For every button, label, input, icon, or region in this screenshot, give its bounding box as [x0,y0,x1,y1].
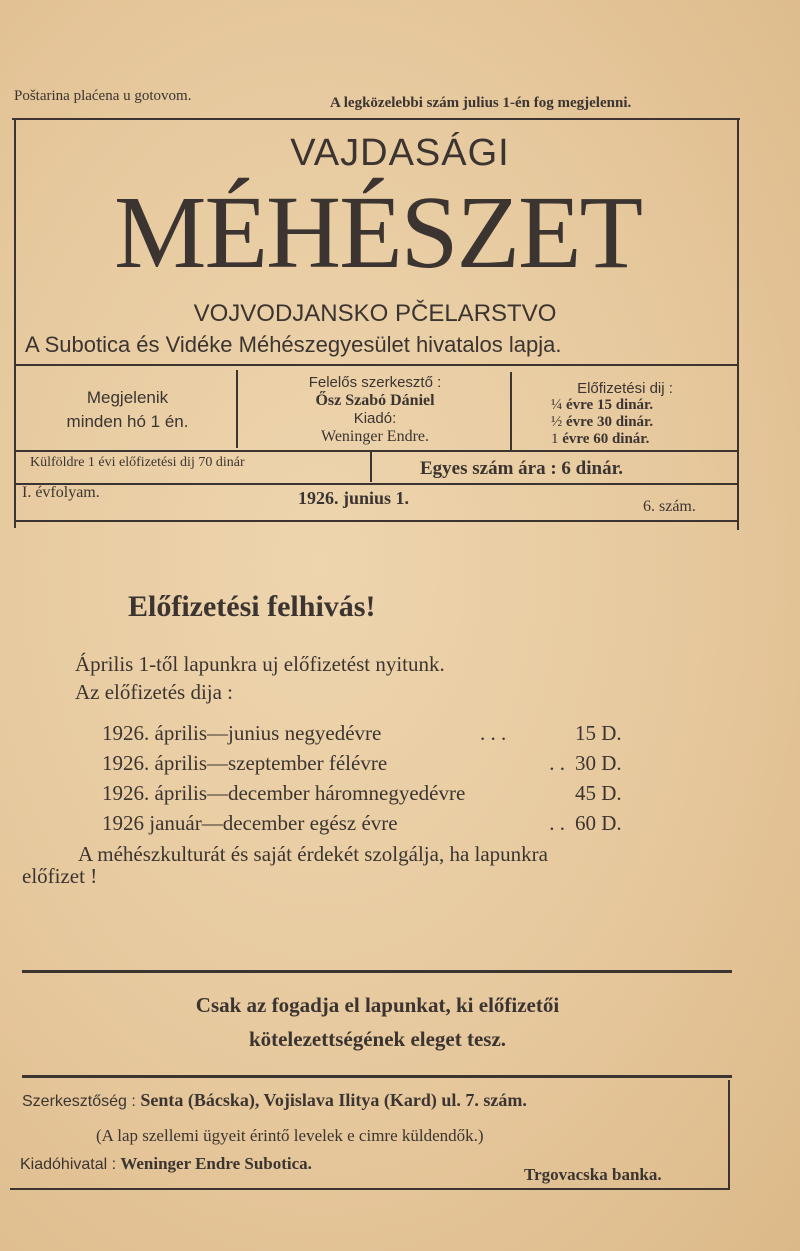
issue-volume: I. évfolyam. [22,484,100,501]
issue-number: 6. szám. [643,498,696,515]
editorial-note: (A lap szellemi ügyeit érintő levelek e cimre küldendők.) [96,1126,484,1145]
box-notice-line-1: Csak az fogadja el lapunkat, ki előfizetői [195,993,560,1017]
issue-rule [14,520,738,522]
publisher-name: Weninger Endre. [321,428,429,445]
publisher-label: Kiadó: [353,410,397,427]
footer-rule [10,1188,730,1190]
price-divider [370,452,372,482]
editor-name: Ősz Szabó Dániel [315,392,435,409]
issue-date: 1926. junius 1. [298,488,410,508]
masthead-title: MÉHÉSZET [113,175,642,290]
single-issue-price: Egyes szám ára : 6 dinár. [420,458,624,479]
footer-frame-right [728,1080,730,1190]
notice-closing-2: előfizet ! [22,864,98,888]
box-rule-top [22,970,732,973]
price-table [102,718,662,838]
box-notice [20,988,735,1056]
notice-intro-2: Az előfizetés dija : [75,680,234,704]
office-label: Kiadóhivatal : [20,1156,117,1173]
office-line [20,1154,312,1174]
price-quarter: ¼ évre 15 dinár. [551,397,654,413]
editor-label: Felelős szerkesztő : [308,374,442,391]
next-issue-note: A legközelebbi szám julius 1-én fog megjelenni. [330,95,632,111]
price-rule [14,483,738,485]
box-rule-bottom [22,1075,732,1078]
price-row: 1926. április—junius negyedévre . . . 15 D. [102,721,622,745]
price-year: 1 évre 60 dinár. [551,431,650,447]
masthead-rule [14,364,738,366]
editorial-label: Szerkesztőség : [22,1093,136,1110]
frequency-block [20,386,235,434]
price-row: 1926. április—december háromnegyedévre 45 D. [102,781,622,805]
masthead-kicker: VAJDASÁGI [290,132,510,174]
info-rule [14,450,738,452]
notice-heading: Előfizetési felhivás! [128,590,376,623]
bank-name: Trgovacska banka. [524,1165,662,1184]
frequency-line-1: Megjelenik [86,388,169,407]
prices-label: Előfizetési dij : [577,380,673,397]
masthead-subtitle: VOJVODJANSKO PČELARSTVO [193,300,557,327]
info-divider-2 [510,372,512,450]
price-row: 1926 január—december egész évre . . 60 D. [102,811,622,835]
abroad-price: Külföldre 1 évi előfizetési dij 70 dinár [30,455,245,470]
editor-block [240,374,510,446]
notice-intro-1: Április 1-től lapunkra uj előfizetést nyitunk. [75,652,445,676]
notice-closing-1: A méhészkulturát és saját érdekét szolgálja, ha lapunkra [78,842,548,866]
office-address: Weninger Endre Subotica. [120,1154,312,1173]
box-notice-line-2: kötelezettségének eleget tesz. [248,1027,507,1051]
price-row: 1926. április—szeptember félévre . . 30 D. [102,751,622,775]
editorial-line [22,1090,727,1111]
editorial-address: Senta (Bácska), Vojislava Ilitya (Kard) ul. 7. szám. [140,1090,527,1110]
prices-block [515,380,735,448]
price-half: ½ évre 30 dinár. [551,414,654,430]
frequency-line-2: minden hó 1 én. [66,412,189,431]
info-divider-1 [236,370,238,448]
postage-note: Poštarina plaćena u gotovom. [14,88,192,104]
top-rule [12,118,740,120]
masthead-tagline: A Subotica és Vidéke Méhészegyesület hivatalos lapja. [25,332,562,357]
